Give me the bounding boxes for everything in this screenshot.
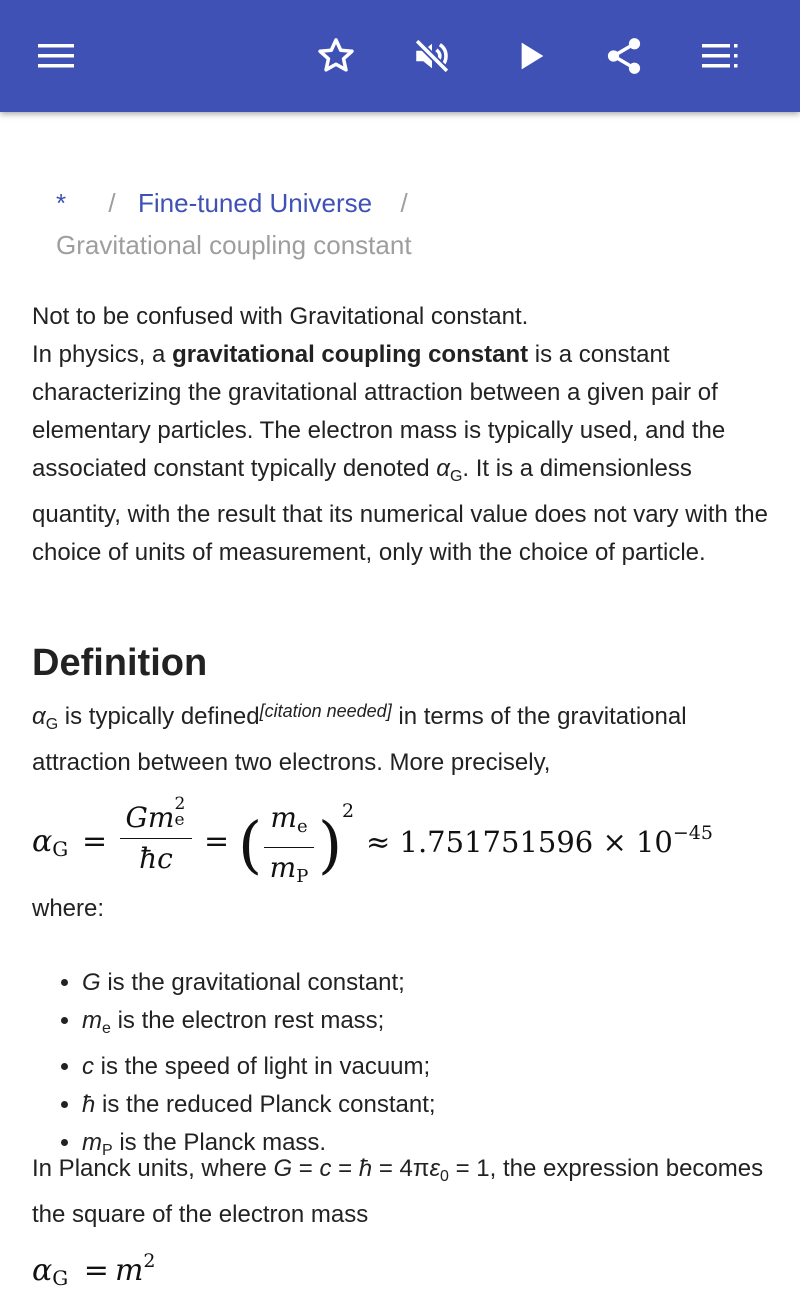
alpha-symbol: α bbox=[32, 703, 46, 730]
planck-symbol-c: c bbox=[319, 1155, 332, 1182]
variable-description: is the electron rest mass; bbox=[110, 1007, 385, 1034]
numerator-text: m bbox=[270, 801, 297, 834]
bookmark-button[interactable] bbox=[312, 32, 360, 80]
fraction-bar bbox=[120, 838, 192, 839]
app-bar bbox=[0, 0, 800, 112]
alpha-symbol: α bbox=[436, 455, 450, 482]
intro-section bbox=[32, 298, 768, 572]
alpha-subscript: G bbox=[449, 468, 463, 485]
formula-approx bbox=[366, 822, 713, 859]
planck-symbol-g: G bbox=[273, 1155, 293, 1182]
planck-text: In Planck units, where bbox=[32, 1155, 274, 1182]
planck-section bbox=[32, 1150, 768, 1234]
intro-text: . It is a dimensionless quantity, with the result that its numerical value does not vary with the choice of units of measurement, only with the choice of particle. bbox=[32, 455, 768, 566]
planck-equals: = 4π bbox=[372, 1155, 430, 1182]
where-label: where: bbox=[32, 895, 105, 922]
list-item bbox=[82, 1086, 768, 1124]
table-of-contents-button[interactable] bbox=[696, 32, 744, 80]
fraction-2-denominator bbox=[264, 850, 314, 895]
numerator-subscript: e bbox=[296, 816, 308, 837]
alpha-subscript: G bbox=[45, 716, 59, 733]
fraction-1-denominator: ħc bbox=[139, 842, 173, 875]
formula-lhs bbox=[32, 824, 68, 861]
variable-description: is the gravitational constant; bbox=[100, 969, 405, 996]
formula-fraction-2 bbox=[264, 800, 314, 895]
formula-fraction-1 bbox=[120, 794, 192, 877]
list-item bbox=[82, 1048, 768, 1086]
formula-alpha: α bbox=[32, 824, 53, 859]
planck-equals: = bbox=[292, 1155, 320, 1182]
definition-text: in terms of the gravitational attraction between two electrons. More precisely, bbox=[32, 703, 687, 776]
intro-text: In physics, a bbox=[32, 341, 173, 368]
approx-exponent: −45 bbox=[672, 822, 713, 844]
definition-text: is typically defined bbox=[58, 703, 260, 730]
numerator-subscript: e bbox=[174, 810, 185, 830]
paren-exponent: 2 bbox=[342, 800, 355, 822]
fraction-bar bbox=[264, 847, 314, 848]
variable-subscript: e bbox=[102, 1020, 111, 1037]
planck-equals: = bbox=[331, 1155, 359, 1182]
right-paren: ) bbox=[318, 808, 343, 881]
star-outline-icon bbox=[315, 35, 357, 77]
breadcrumb-root-link[interactable]: * bbox=[56, 188, 67, 218]
volume-off-icon bbox=[411, 35, 453, 77]
breadcrumb bbox=[56, 182, 756, 266]
definition-heading: Definition bbox=[32, 642, 208, 684]
intro-text: is a constant characterizing the gravitational attraction between a given pair of elementary particles. The electron mass is typically used, and the associated constant typically denoted bbox=[32, 341, 726, 482]
table-of-contents-icon bbox=[700, 42, 740, 70]
fraction-1-numerator bbox=[120, 794, 192, 836]
menu-button[interactable] bbox=[32, 32, 80, 80]
variable-symbol: m bbox=[82, 1007, 102, 1034]
variable-symbol: G bbox=[82, 969, 101, 996]
play-icon bbox=[510, 36, 550, 76]
numerator-superscript: 2 bbox=[174, 794, 186, 814]
variable-list bbox=[32, 964, 768, 1170]
share-icon bbox=[603, 35, 645, 77]
planck-text: = 1, the expression becomes the square of the electron mass bbox=[32, 1155, 764, 1228]
formula2-rhs: m bbox=[114, 1253, 144, 1288]
list-item bbox=[82, 964, 768, 1002]
list-item bbox=[82, 1002, 768, 1048]
variable-subscript: P bbox=[102, 1142, 113, 1159]
citation-label: citation needed bbox=[264, 701, 387, 721]
coupling-formula bbox=[32, 794, 772, 890]
variable-description: is the reduced Planck constant; bbox=[95, 1091, 436, 1118]
variable-symbol: ħ bbox=[82, 1091, 96, 1118]
where-section bbox=[32, 890, 768, 928]
mute-button[interactable] bbox=[408, 32, 456, 80]
variable-symbol: m bbox=[82, 1129, 102, 1156]
definition-paragraph bbox=[32, 692, 768, 782]
breadcrumb-current: Gravitational coupling constant bbox=[56, 230, 412, 260]
approx-value: ≈ 1.751751596 × 10 bbox=[366, 825, 673, 859]
breadcrumb-separator: / bbox=[400, 188, 408, 218]
denominator-text: m bbox=[269, 851, 297, 884]
hatnote[interactable]: Not to be confused with Gravitational constant. bbox=[32, 303, 529, 330]
play-button[interactable] bbox=[506, 32, 554, 80]
formula-lhs-subscript: G bbox=[52, 837, 69, 861]
planck-symbol-hbar: ħ bbox=[358, 1155, 373, 1182]
definition-section bbox=[32, 692, 768, 782]
citation-needed-link[interactable]: [citation needed] bbox=[259, 701, 392, 721]
variable-symbol: c bbox=[82, 1053, 94, 1080]
planck-formula bbox=[32, 1250, 155, 1290]
numerator-text: Gm bbox=[125, 801, 175, 834]
formula2-lhs-subscript: G bbox=[52, 1266, 69, 1290]
left-paren: ( bbox=[238, 808, 263, 881]
breadcrumb-parent-link[interactable]: Fine-tuned Universe bbox=[138, 188, 373, 218]
formula-equals: = bbox=[82, 824, 108, 859]
planck-epsilon-subscript: 0 bbox=[440, 1168, 449, 1185]
formula2-superscript: 2 bbox=[143, 1250, 156, 1272]
planck-symbol-epsilon: ε bbox=[429, 1155, 441, 1182]
intro-term-bold: gravitational coupling constant bbox=[172, 341, 529, 368]
breadcrumb-separator: / bbox=[108, 188, 116, 218]
variable-description: is the Planck mass. bbox=[112, 1129, 327, 1156]
intro-paragraph bbox=[32, 336, 768, 572]
share-button[interactable] bbox=[600, 32, 648, 80]
planck-paragraph bbox=[32, 1150, 768, 1234]
variable-description: is the speed of light in vacuum; bbox=[94, 1053, 431, 1080]
formula2-equals: = bbox=[83, 1253, 109, 1288]
fraction-2-numerator bbox=[264, 800, 314, 845]
denominator-subscript: P bbox=[296, 866, 309, 887]
formula-equals: = bbox=[204, 824, 230, 859]
hamburger-menu-icon bbox=[36, 42, 76, 70]
formula2-alpha: α bbox=[32, 1253, 53, 1288]
